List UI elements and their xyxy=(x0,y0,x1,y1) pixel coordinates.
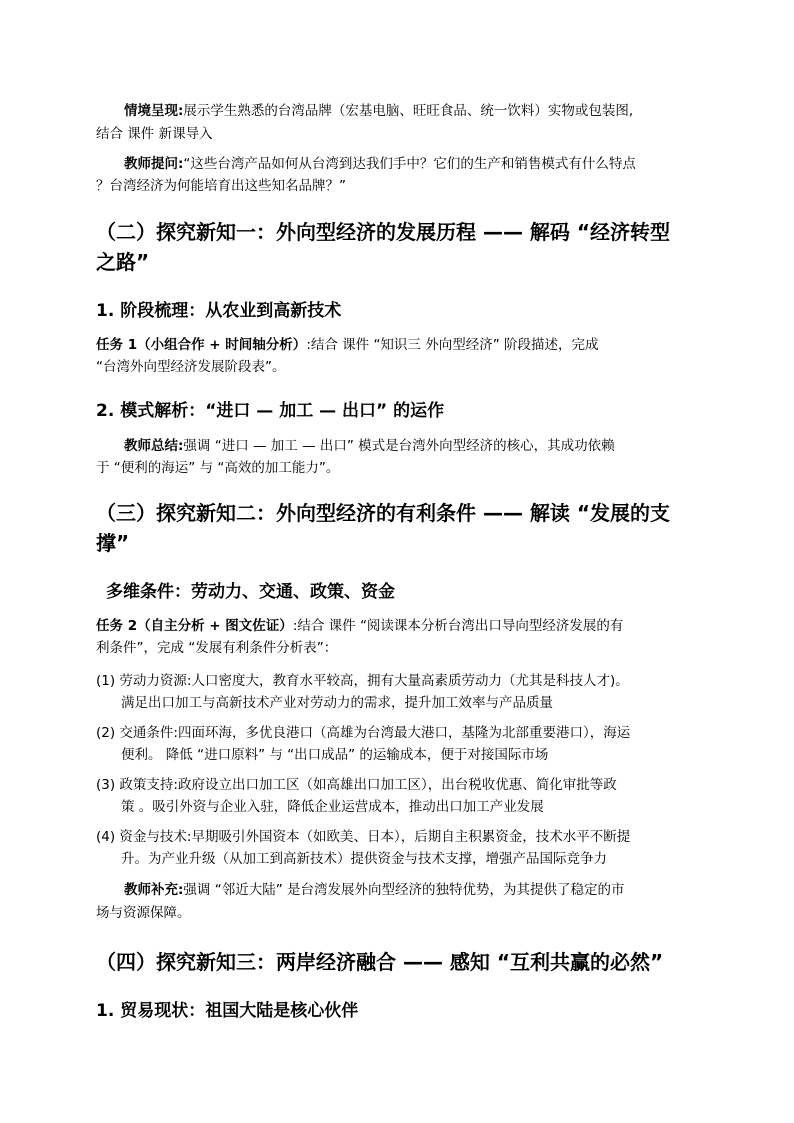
section4-heading: （四）探究新知三：两岸经济融合 —— 感知 “互利共赢的必然” xyxy=(96,950,664,974)
condition-item-2-line2: 便利。 降低 “进口原料” 与 “出口成品” 的运输成本，便于对接国际市场 xyxy=(121,747,549,763)
question-paragraph-line1 xyxy=(124,152,636,172)
section3-subheading-1: 多维条件：劳动力、交通、政策、资金 xyxy=(106,582,395,602)
task2-line2: 利条件”，完成 “发展有利条件分析表”： xyxy=(96,640,338,656)
supplement-line2: 场与资源保障。 xyxy=(96,905,191,921)
condition-item-2-line1 xyxy=(96,721,630,741)
condition-item-number: (4) xyxy=(96,829,116,845)
condition-item-number: (2) xyxy=(96,725,116,741)
task1-text: :结合 课件 “知识三 外向型经济” 阶段描述，完成 xyxy=(306,337,599,353)
task1-line2: “台湾外向型经济发展阶段表”。 xyxy=(96,359,286,375)
section2-heading-line1: （二）探究新知一：外向型经济的发展历程 —— 解码 “经济转型 xyxy=(96,220,671,244)
section2-subheading-2: 2. 模式解析：“进口 — 加工 — 出口” 的运作 xyxy=(96,401,445,421)
question-text: “这些台湾产品如何从台湾到达我们手中？它们的生产和销售模式有什么特点 xyxy=(183,156,636,172)
section3-heading-line1: （三）探究新知二：外向型经济的有利条件 —— 解读 “发展的支 xyxy=(96,501,671,525)
task2-text: :结合 课件 “阅读课本分析台湾出口导向型经济发展的有 xyxy=(292,618,624,634)
condition-item-4-line1 xyxy=(96,825,630,845)
condition-item-number: (3) xyxy=(96,777,116,793)
condition-item-text: 政策支持:政府设立出口加工区（如高雄出口加工区），出台税收优惠、简化审批等政 xyxy=(119,777,617,793)
task1-line1 xyxy=(96,333,599,353)
supplement-text: 强调 “邻近大陆” 是台湾发展外向型经济的独特优势，为其提供了稳定的市 xyxy=(183,882,625,898)
task1-label: 任务 1（小组合作 + 时间轴分析） xyxy=(96,337,307,353)
scene-text: 展示学生熟悉的台湾品牌（宏基电脑、旺旺食品、统一饮料）实物或包装图, xyxy=(183,103,634,119)
section3-heading-line2: 撑” xyxy=(96,531,130,555)
condition-item-number: (1) xyxy=(96,673,116,689)
task2-label: 任务 2（自主分析 + 图文佐证） xyxy=(96,618,293,634)
condition-item-3-line1 xyxy=(96,773,617,793)
scene-paragraph-line2: 结合 课件 新课导入 xyxy=(96,126,213,142)
condition-item-text: 资金与技术:早期吸引外国资本（如欧美、日本），后期自主积累资金，技术水平不断提 xyxy=(119,829,631,845)
supplement-line1 xyxy=(124,878,624,898)
scene-label: 情境呈现: xyxy=(124,103,184,119)
condition-item-4-line2: 升。为产业升级（从加工到高新技术）提供资金与技术支撑，增强产品国际竞争力 xyxy=(121,851,607,867)
condition-item-1-line2: 满足出口加工与高新技术产业对劳动力的需求，提升加工效率与产品质量 xyxy=(121,695,553,711)
question-label: 教师提问: xyxy=(124,156,184,172)
condition-item-1-line1 xyxy=(96,669,629,689)
question-paragraph-line2: ？台湾经济为何能培育出这些知名品牌？” xyxy=(96,178,346,194)
section2-heading-line2: 之路” xyxy=(96,250,150,274)
summary-line2: 于 “便利的海运” 与 “高效的加工能力”。 xyxy=(96,460,340,476)
condition-item-text: 劳动力资源:人口密度大，教育水平较高，拥有大量高素质劳动力（尤其是科技人才)。 xyxy=(119,673,629,689)
summary-label: 教师总结: xyxy=(124,438,184,454)
condition-item-text: 交通条件:四面环海，多优良港口（高雄为台湾最大港口，基隆为北部重要港口），海运 xyxy=(119,725,631,741)
summary-line1 xyxy=(124,434,615,454)
section4-subheading-1: 1. 贸易现状：祖国大陆是核心伙伴 xyxy=(96,1001,359,1021)
supplement-label: 教师补充: xyxy=(124,882,184,898)
section2-subheading-1: 1. 阶段梳理：从农业到高新技术 xyxy=(96,301,342,321)
summary-text: 强调 “进口 — 加工 — 出口” 模式是台湾外向型经济的核心，其成功依赖 xyxy=(183,438,615,454)
condition-item-3-line2: 策 。吸引外资与企业入驻，降低企业运营成本，推动出口加工产业发展 xyxy=(121,799,544,815)
task2-line1 xyxy=(96,614,623,634)
scene-paragraph-line1 xyxy=(124,99,633,119)
